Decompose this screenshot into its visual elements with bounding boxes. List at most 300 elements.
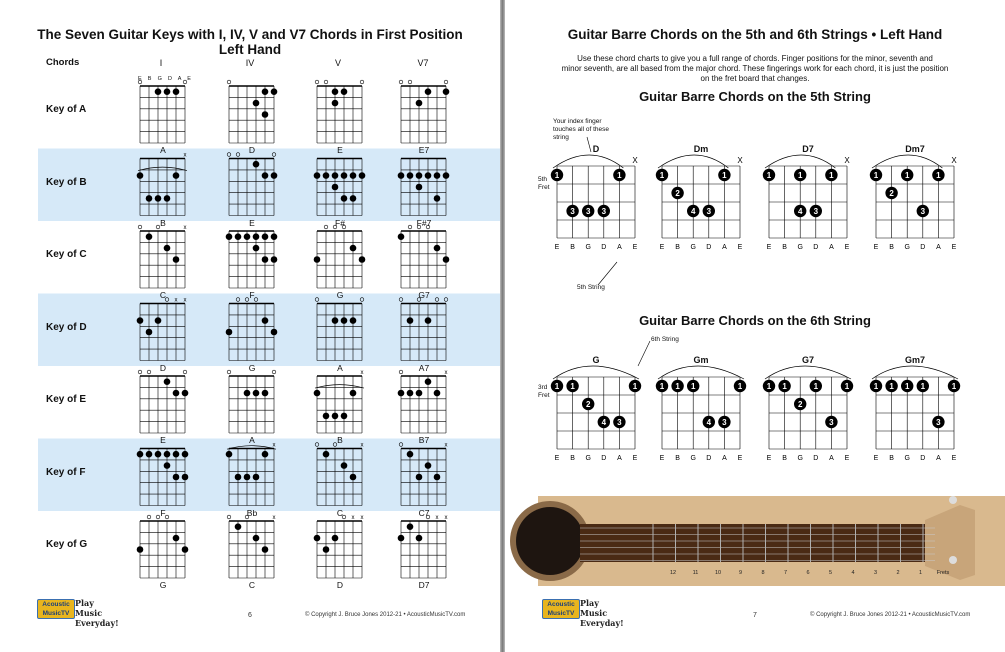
col-header-V7: V7: [417, 58, 429, 68]
fret-number: 11: [692, 570, 699, 576]
left-page: [0, 0, 500, 652]
right-page-number: 7: [753, 612, 757, 619]
finger-dot: [182, 451, 189, 458]
finger-dot: [323, 546, 330, 553]
index-finger-note: Your index finger touches all of these string: [553, 118, 610, 141]
finger-dot: [253, 474, 260, 481]
finger-dot: [434, 245, 441, 252]
finger-dot: [182, 474, 189, 481]
fret-number: Frets: [936, 570, 950, 576]
finger-dot: [425, 317, 432, 324]
left-page-number: 6: [248, 612, 252, 619]
finger-dot: [314, 535, 321, 542]
finger-number: 1: [554, 170, 560, 180]
string-name: D: [920, 244, 926, 251]
finger-number: 1: [690, 381, 696, 391]
barre-chord-name: Gm7: [904, 355, 925, 365]
finger-dot: [226, 451, 233, 458]
string-name: A: [829, 455, 834, 462]
finger-number: 1: [951, 381, 957, 391]
finger-dot: [407, 523, 414, 530]
finger-dot: [271, 233, 278, 240]
finger-dot: [146, 195, 153, 202]
string-name: G: [585, 455, 591, 462]
muted-string-marker: x: [444, 442, 448, 449]
finger-number: 1: [766, 381, 772, 391]
finger-dot: [182, 390, 189, 397]
finger-number: 1: [554, 381, 560, 391]
finger-dot: [341, 195, 348, 202]
string-name: A: [617, 455, 622, 462]
finger-dot: [443, 88, 450, 95]
finger-number: 1: [659, 381, 665, 391]
muted-string-marker: x: [183, 297, 187, 304]
tuning-peg: [949, 496, 957, 504]
string-name: A: [617, 244, 622, 251]
chord-diagram: [138, 225, 186, 288]
chord-name: C: [336, 507, 344, 518]
finger-number: 1: [829, 170, 834, 180]
finger-number: 1: [766, 170, 772, 180]
open-string-marker: [408, 80, 412, 84]
finger-number: 1: [659, 170, 665, 180]
finger-dot: [323, 413, 330, 420]
finger-dot: [416, 474, 423, 481]
open-string-marker: [399, 80, 403, 84]
finger-dot: [314, 256, 321, 263]
muted-string-marker: X: [737, 156, 743, 165]
finger-dot: [173, 474, 180, 481]
finger-number: 2: [675, 188, 680, 198]
acoustic-music-tv-logo-right: Acoustic MusicTV Play Music Everyday!: [542, 597, 622, 621]
finger-number: 3: [936, 417, 941, 427]
barre-chord-diagram: [551, 155, 639, 251]
finger-number: 1: [813, 381, 819, 391]
fret-number: 6: [806, 570, 810, 576]
string-name: E: [659, 244, 665, 251]
string-name: E: [766, 244, 772, 251]
finger-dot: [262, 233, 269, 240]
finger-dot: [416, 172, 423, 179]
finger-dot: [434, 474, 441, 481]
key-label: Key of D: [46, 321, 87, 333]
finger-dot: [332, 172, 339, 179]
barre-chord-diagram: [551, 366, 641, 462]
finger-number: 3: [722, 417, 727, 427]
finger-dot: [416, 100, 423, 107]
string-name: E: [737, 455, 743, 462]
chord-name: D: [336, 580, 344, 590]
finger-number: 1: [889, 381, 894, 391]
chords-header: Chords: [46, 57, 80, 68]
string-name: D: [706, 455, 712, 462]
chord-name: G7: [418, 290, 430, 300]
chord-diagram: [314, 370, 364, 433]
finger-number: 1: [632, 381, 638, 391]
fret-number: 8: [761, 570, 765, 576]
finger-number: 4: [706, 417, 712, 427]
string-name: E: [632, 244, 638, 251]
fifth-string-arrow: [598, 262, 617, 285]
muted-string-marker: x: [360, 515, 364, 521]
finger-number: 4: [797, 206, 803, 216]
chord-diagram: [314, 515, 364, 578]
finger-dot: [271, 329, 278, 336]
string-name: E: [951, 455, 957, 462]
chord-diagram: [398, 225, 450, 288]
key-label: Key of E: [46, 394, 87, 405]
subtitle-5th-string: Guitar Barre Chords on the 5th String: [639, 89, 871, 104]
muted-string-marker: x: [183, 225, 187, 231]
string-name: D: [706, 244, 712, 251]
chord-name: Bb: [246, 507, 258, 518]
finger-dot: [398, 172, 405, 179]
open-string-marker: [315, 80, 319, 84]
finger-dot: [425, 378, 432, 385]
muted-string-marker: x: [174, 297, 178, 304]
chord-name: F#7: [416, 217, 432, 228]
finger-dot: [359, 172, 366, 179]
finger-dot: [398, 535, 405, 542]
chord-diagram: [227, 80, 277, 143]
finger-dot: [173, 88, 180, 95]
finger-number: 1: [904, 170, 910, 180]
chord-diagram: [137, 515, 189, 578]
chord-diagram: [315, 80, 364, 143]
string-name: D: [601, 244, 607, 251]
finger-dot: [137, 317, 144, 324]
barre-chord-name: D7: [802, 144, 814, 154]
finger-dot: [332, 88, 339, 95]
finger-number: 1: [936, 170, 941, 180]
col-header-I: I: [159, 58, 163, 68]
string-name: E: [554, 244, 560, 251]
chord-name: A: [249, 435, 255, 445]
finger-dot: [434, 195, 441, 202]
fret-number: 5: [828, 570, 833, 576]
finger-dot: [155, 88, 162, 95]
finger-number: 1: [570, 381, 575, 391]
finger-dot: [443, 172, 450, 179]
chord-diagram: [227, 370, 276, 433]
string-name: B: [782, 244, 787, 251]
string-name: G: [690, 244, 696, 251]
finger-dot: [164, 378, 171, 385]
left-copyright: © Copyright J. Bruce Jones 2012-21 • AcousticMusicTV.com: [305, 612, 466, 618]
finger-dot: [350, 245, 357, 252]
finger-dot: [164, 451, 171, 458]
string-name: D: [920, 455, 926, 462]
finger-dot: [350, 195, 357, 202]
finger-number: 1: [737, 381, 743, 391]
string-name: G: [585, 244, 591, 251]
chord-name: E7: [418, 145, 430, 155]
barre-chord-name: D: [592, 144, 600, 154]
string-name: G: [690, 455, 696, 462]
finger-number: 3: [706, 206, 712, 216]
left-title-line2: Left Hand: [218, 42, 282, 57]
fret-number: 9: [738, 570, 743, 576]
string-name: B: [889, 455, 894, 462]
string-name: E: [951, 244, 957, 251]
string-name: B: [889, 244, 894, 251]
finger-dot: [164, 245, 171, 252]
finger-dot: [253, 100, 260, 107]
finger-dot: [350, 390, 357, 397]
key-row-band: [38, 439, 500, 512]
key-row-band: [38, 294, 500, 367]
string-name: E: [873, 244, 879, 251]
finger-dot: [341, 413, 348, 420]
chord-name: B: [160, 217, 166, 228]
finger-dot: [341, 317, 348, 324]
finger-number: 3: [570, 206, 575, 216]
chord-diagram: [398, 515, 448, 578]
finger-dot: [173, 256, 180, 263]
finger-dot: [244, 474, 251, 481]
finger-dot: [155, 317, 162, 324]
finger-number: 3: [829, 417, 834, 427]
finger-dot: [146, 233, 153, 240]
finger-dot: [244, 390, 251, 397]
string-name: E: [873, 455, 879, 462]
finger-dot: [416, 184, 423, 191]
finger-number: 4: [690, 206, 696, 216]
open-string-marker: [227, 80, 231, 84]
string-name: E: [554, 455, 560, 462]
muted-string-marker: X: [951, 156, 957, 165]
chord-name: F#: [335, 217, 345, 228]
fret-number: 3: [873, 570, 878, 576]
string-name: B: [570, 455, 575, 462]
right-title: Guitar Barre Chords on the 5th and 6th Strings • Left Hand: [567, 27, 943, 42]
chord-diagram: [398, 370, 448, 433]
finger-dot: [182, 546, 189, 553]
open-strings-label: E B G D A E: [138, 76, 194, 82]
finger-dot: [332, 317, 339, 324]
muted-string-marker: x: [360, 370, 364, 376]
string-name: G: [797, 244, 803, 251]
key-row-band: [38, 149, 500, 222]
finger-dot: [332, 184, 339, 191]
finger-number: 1: [920, 381, 926, 391]
muted-string-marker: x: [272, 442, 276, 449]
finger-dot: [173, 535, 180, 542]
finger-dot: [253, 233, 260, 240]
finger-dot: [271, 88, 278, 95]
finger-dot: [341, 88, 348, 95]
finger-number: 1: [904, 381, 910, 391]
finger-number: 1: [873, 170, 879, 180]
fret-number: 7: [783, 570, 788, 576]
chord-name: G: [159, 580, 167, 590]
string-name: B: [782, 455, 787, 462]
barre-chord-diagram: [870, 155, 958, 251]
string-name: E: [659, 455, 665, 462]
finger-dot: [262, 111, 269, 118]
chord-name: A7: [418, 362, 430, 373]
subtitle-6th-string: Guitar Barre Chords on the 6th String: [639, 313, 871, 328]
string-name: B: [570, 244, 575, 251]
finger-number: 1: [873, 381, 879, 391]
finger-dot: [407, 451, 414, 458]
finger-number: 1: [797, 170, 803, 180]
finger-dot: [164, 195, 171, 202]
finger-dot: [350, 317, 357, 324]
finger-dot: [262, 317, 269, 324]
finger-dot: [434, 172, 441, 179]
string-name: B: [675, 455, 680, 462]
finger-number: 4: [601, 417, 607, 427]
open-string-marker: [324, 80, 328, 84]
chord-name: E: [249, 217, 255, 228]
finger-dot: [155, 195, 162, 202]
muted-string-marker: x: [435, 515, 439, 521]
barre-chord-diagram: [656, 366, 746, 462]
finger-dot: [314, 172, 321, 179]
string-name: A: [829, 244, 834, 251]
finger-dot: [350, 172, 357, 179]
chord-name: D: [159, 362, 167, 373]
acoustic-music-tv-logo: Acoustic MusicTV Play Music Everyday!: [37, 597, 117, 621]
intro-paragraph: Use these chord charts to give you a full range of chords. Finger positions for the minor, seventh and minor seventh, are all based from the major chord. These fingerings work for each chord, it is just the position on the fret board that changes.: [561, 54, 949, 83]
chord-name: F: [249, 290, 255, 300]
key-label: Key of B: [46, 176, 87, 188]
finger-dot: [262, 546, 269, 553]
string-name: G: [797, 455, 803, 462]
fret-number: 10: [714, 570, 722, 576]
finger-dot: [173, 172, 180, 179]
finger-dot: [235, 474, 242, 481]
string-name: A: [936, 244, 941, 251]
finger-dot: [262, 390, 269, 397]
finger-dot: [137, 451, 144, 458]
fret-number: 12: [669, 570, 677, 576]
barre-chord-diagram: [763, 366, 853, 462]
key-label: Key of A: [46, 104, 87, 115]
finger-dot: [350, 474, 357, 481]
right-copyright: © Copyright J. Bruce Jones 2012-21 • AcousticMusicTV.com: [810, 612, 971, 618]
tuning-peg: [949, 556, 957, 564]
barre-chord-name: Gm: [693, 355, 709, 365]
finger-dot: [425, 88, 432, 95]
finger-dot: [332, 413, 339, 420]
finger-dot: [425, 172, 432, 179]
barre-chord-diagram: [870, 366, 960, 462]
finger-dot: [314, 390, 321, 397]
chord-name: E: [337, 145, 343, 155]
finger-dot: [434, 390, 441, 397]
finger-dot: [262, 451, 269, 458]
chord-name: G: [248, 362, 256, 373]
finger-dot: [359, 256, 366, 263]
finger-number: 1: [675, 381, 680, 391]
string-name: E: [632, 455, 638, 462]
finger-dot: [137, 172, 144, 179]
string-name: E: [737, 244, 743, 251]
finger-dot: [235, 523, 242, 530]
finger-dot: [137, 546, 144, 553]
finger-dot: [235, 233, 242, 240]
third-fret-label: 3rd Fret: [538, 384, 550, 399]
fret-number: 1: [918, 570, 923, 576]
finger-number: 2: [797, 399, 803, 409]
finger-dot: [173, 390, 180, 397]
finger-dot: [416, 390, 423, 397]
fretboard: [580, 524, 925, 562]
guitar-neck-illustration: [510, 496, 1005, 586]
finger-dot: [262, 172, 269, 179]
fifth-fret-label: 5th Fret: [538, 176, 550, 191]
chord-name: C7: [418, 507, 430, 518]
string-name: A: [936, 455, 941, 462]
open-string-marker: [444, 80, 448, 84]
col-header-V: V: [334, 58, 341, 68]
finger-number: 1: [722, 170, 727, 180]
finger-dot: [416, 535, 423, 542]
muted-string-marker: x: [444, 515, 448, 521]
finger-dot: [398, 233, 405, 240]
fret-number: 2: [896, 570, 900, 576]
string-name: G: [904, 244, 910, 251]
finger-number: 3: [617, 417, 622, 427]
string-name: G: [904, 455, 910, 462]
finger-dot: [226, 329, 233, 336]
finger-dot: [244, 233, 251, 240]
barre-chord-name: Dm7: [905, 144, 925, 154]
chord-name: E: [160, 435, 166, 445]
finger-dot: [173, 451, 180, 458]
muted-string-marker: X: [844, 156, 850, 165]
chord-name: F: [160, 507, 166, 518]
chord-name: B7: [418, 435, 430, 445]
finger-dot: [332, 100, 339, 107]
string-name: B: [675, 244, 680, 251]
chord-diagram: [138, 370, 188, 433]
sixth-string-arrow: [638, 341, 650, 366]
chord-name: D7: [418, 580, 430, 590]
finger-dot: [323, 172, 330, 179]
string-name: A: [722, 244, 727, 251]
finger-dot: [146, 329, 153, 336]
finger-dot: [271, 256, 278, 263]
finger-number: 1: [844, 381, 850, 391]
string-name: E: [766, 455, 772, 462]
barre-chord-diagram: [763, 155, 851, 251]
finger-dot: [443, 256, 450, 263]
muted-string-marker: X: [632, 156, 638, 165]
finger-dot: [155, 451, 162, 458]
right-page: [505, 0, 1005, 652]
finger-number: 1: [782, 381, 787, 391]
chord-name: C: [159, 290, 167, 300]
string-name: D: [813, 244, 819, 251]
finger-number: 2: [585, 399, 591, 409]
chord-name: D: [248, 145, 256, 155]
col-header-IV: IV: [245, 58, 255, 68]
chord-diagram: [399, 80, 449, 143]
finger-dot: [407, 172, 414, 179]
finger-dot: [332, 535, 339, 542]
chord-name: C: [248, 580, 256, 590]
finger-dot: [425, 462, 432, 469]
string-name: E: [844, 244, 850, 251]
string-name: E: [844, 455, 850, 462]
finger-dot: [398, 390, 405, 397]
chord-name: A: [160, 145, 166, 155]
muted-string-marker: x: [444, 370, 448, 376]
string-name: A: [722, 455, 727, 462]
